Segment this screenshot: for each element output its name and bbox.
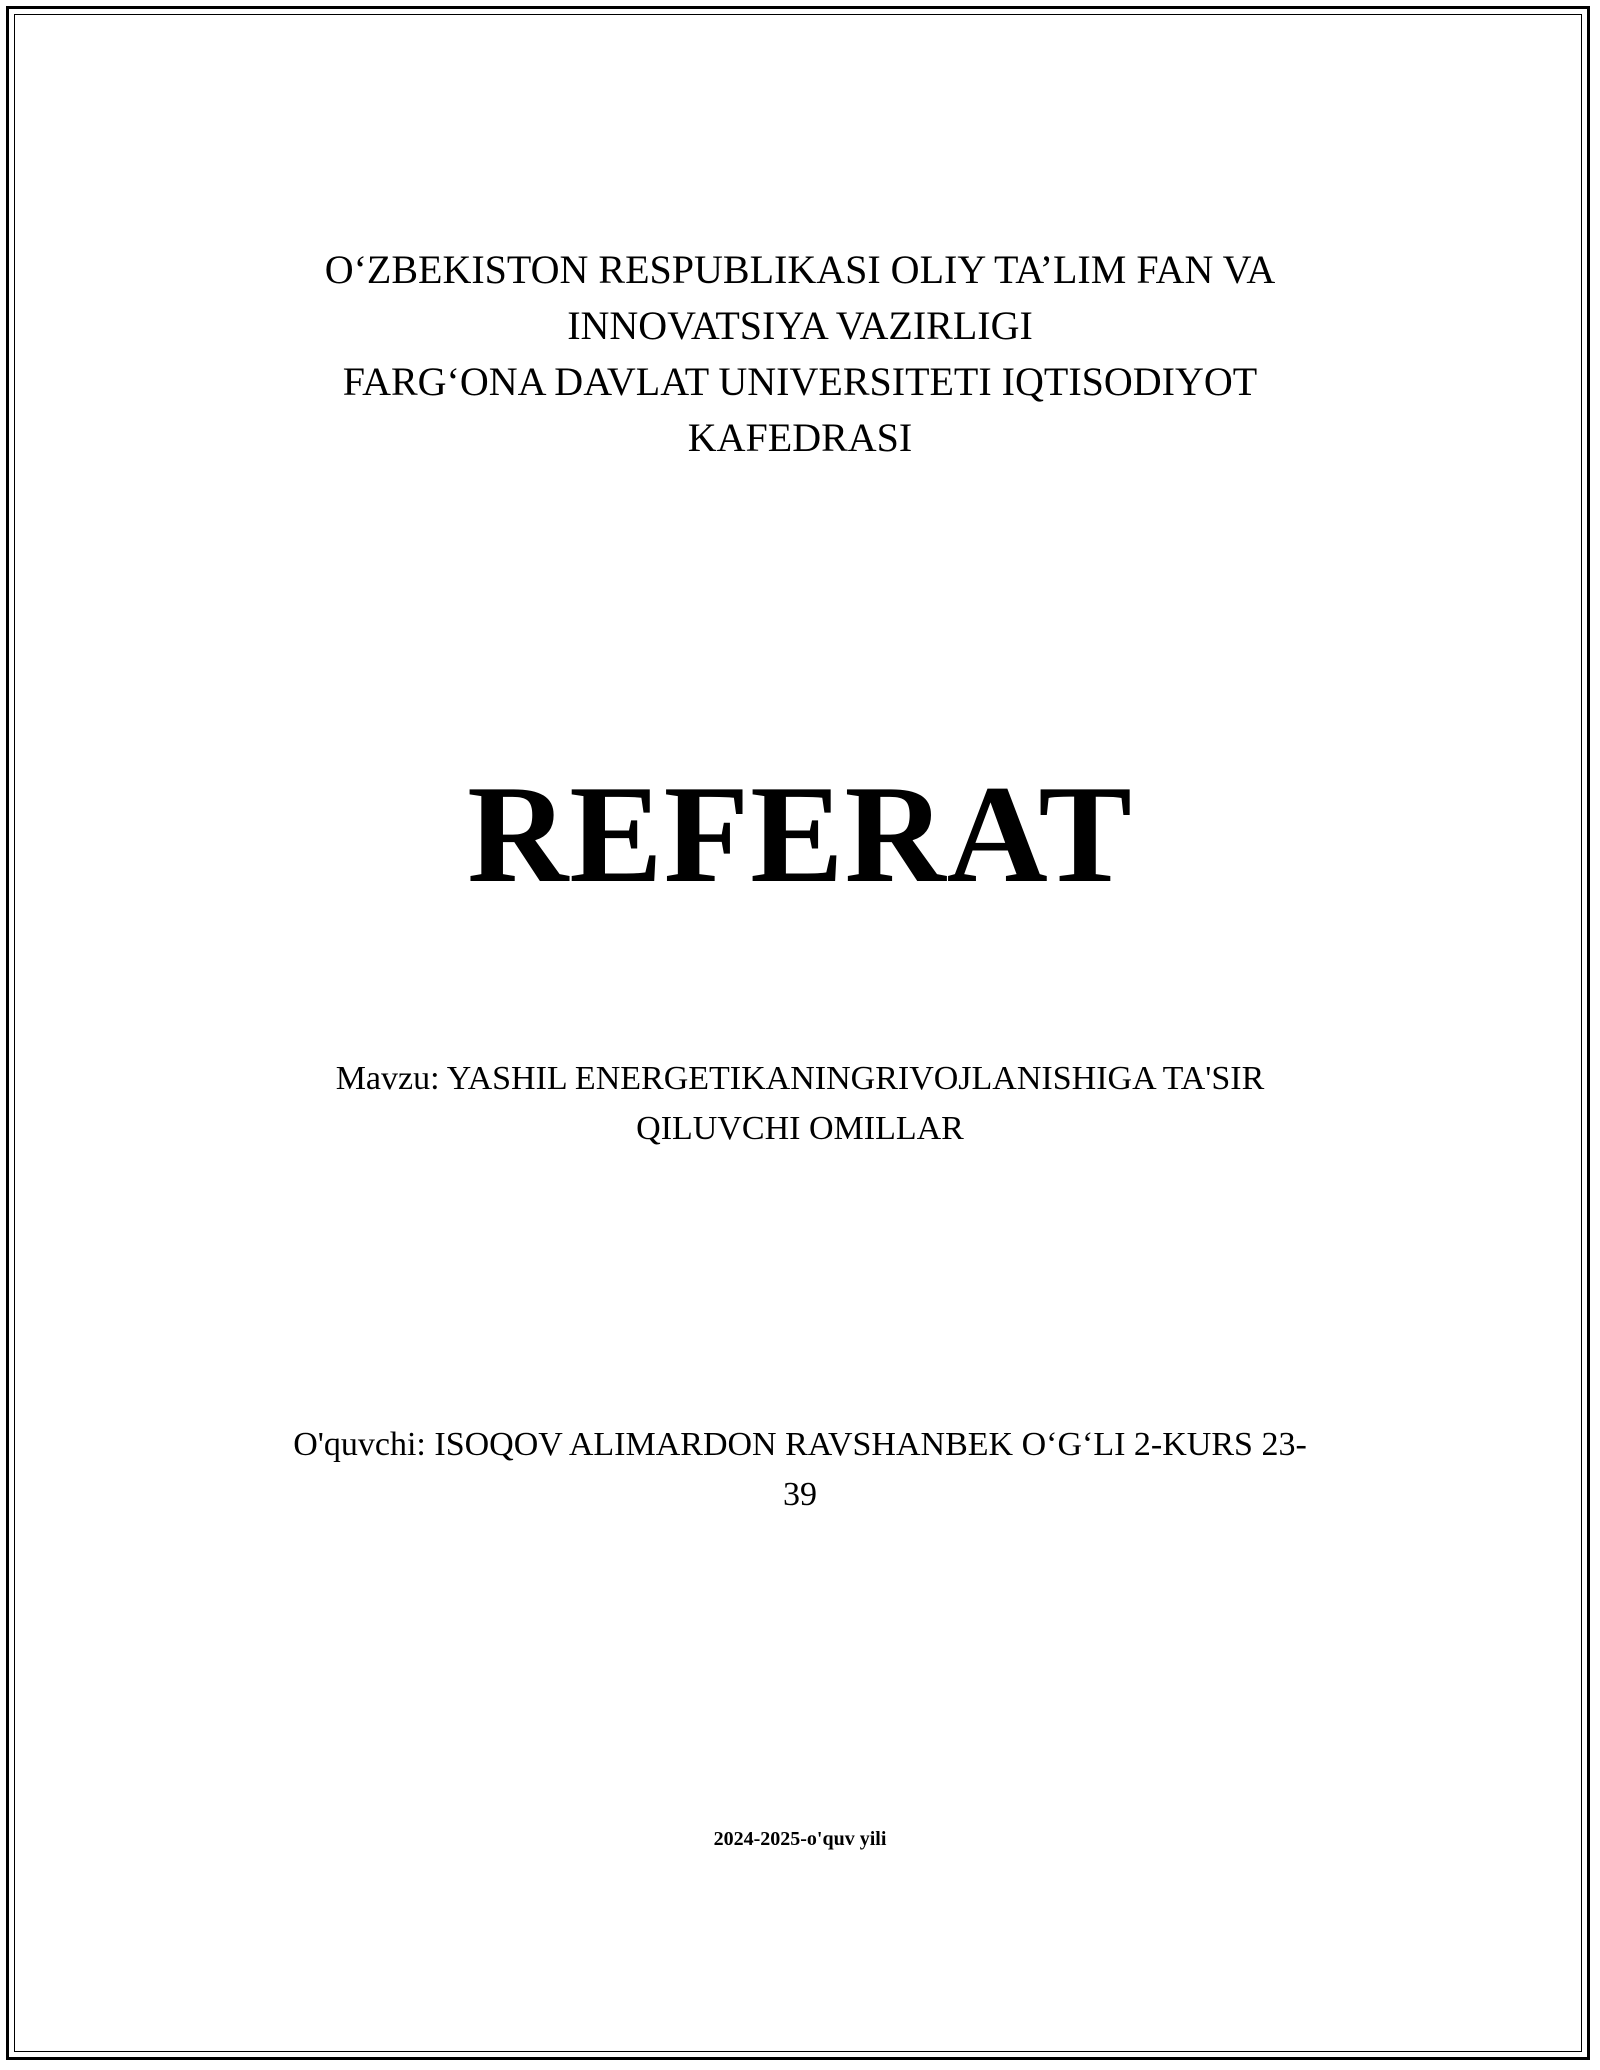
student-line: O'quvchi: ISOQOV ALIMARDON RAVSHANBEK O‘G‘LI 2-KURS 23- bbox=[293, 1426, 1307, 1463]
institution-header bbox=[0, 242, 1600, 466]
topic-block bbox=[0, 1054, 1600, 1154]
student-line: 39 bbox=[783, 1476, 817, 1513]
topic-line: Mavzu: YASHIL ENERGETIKANINGRIVOJLANISHIGA TA'SIR bbox=[335, 1060, 1265, 1097]
academic-year: 2024-2025-o'quv yili bbox=[713, 1828, 887, 1850]
header-line: O‘ZBEKISTON RESPUBLIKASI OLIY TA’LIM FAN VA bbox=[324, 247, 1276, 292]
student-block bbox=[0, 1420, 1600, 1520]
header-line: INNOVATSIYA VAZIRLIGI bbox=[567, 303, 1033, 348]
header-line: KAFEDRASI bbox=[687, 415, 913, 460]
topic-line: QILUVCHI OMILLAR bbox=[636, 1110, 964, 1147]
header-line: FARG‘ONA DAVLAT UNIVERSITETI IQTISODIYOT bbox=[342, 359, 1258, 404]
document-title: REFERAT bbox=[467, 757, 1133, 912]
